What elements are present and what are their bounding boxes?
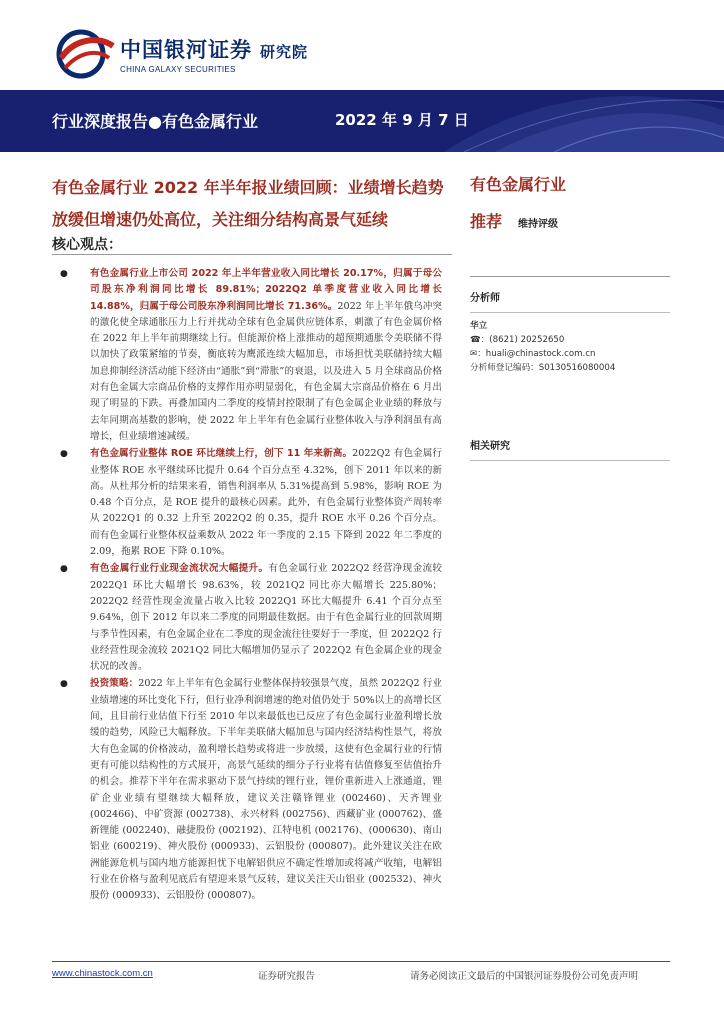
report-date: 2022 年 9 月 7 日 xyxy=(335,111,469,129)
sidebar xyxy=(470,172,670,375)
bullet-highlight: 有色金属行业上市公司 2022 年上半年营业收入同比增长 20.17%，归属于母公司股东净利润同比增长 89.81%；2022Q2 单季度营业收入同比增长 14.88%，归属于母公司股东净利润同比增长 71.36%。 xyxy=(90,268,442,312)
bullet-highlight: 投资策略： xyxy=(90,678,139,690)
analyst-cert: 分析师登记编码：S0130516080004 xyxy=(470,363,616,373)
analyst-heading: 分析师 xyxy=(470,293,500,304)
analyst-phone: ☎：(8621) 20252650 xyxy=(470,335,565,345)
logo-cn xyxy=(120,34,308,64)
analyst-email[interactable]: ✉：huali@chinastock.com.cn xyxy=(470,349,596,359)
list-item xyxy=(60,676,442,904)
rating-value: 推荐 xyxy=(470,212,503,231)
bullet-icon: ● xyxy=(60,449,68,460)
company-name-en: CHINA GALAXY SECURITIES xyxy=(120,65,236,74)
bullet-icon: ● xyxy=(60,564,68,575)
industry-name: 有色金属行业 xyxy=(470,175,567,194)
footer-report-type: 证券研究报告 xyxy=(258,971,316,982)
title-banner xyxy=(0,90,724,152)
footer-divider xyxy=(52,961,670,962)
bullet-highlight: 有色金属行业行业现金流状况大幅提升。 xyxy=(90,563,269,575)
bullet-text: 2022 年上半年俄乌冲突的激化使全球通胀压力上行并扰动全球有色金属供应链体系，刺激了有色金属价格在 2022 年上半年前期继续上行。但能源价格上涨推动的超预期通胀令美联储不得以加快了政策紧缩的节奏，衡底转为鹰派连续大幅加息，市场担忧美联储持续大幅加息抑制经济活动能下经济由“通胀”到“滞胀”的衰退，以及进入 5 月全球商品价格对有色金属大宗商品价格的支撑作用亦明显弱化，有色金属大宗商品价格在 6 月出现了明显的下跌。再叠加国内二季度的疫情封控限制了有色金属企业业绩的释放与去年同期高基数的影响，使 2022 年上半年有色金属行业整体收入与净利润虽有高增长，但业绩增速减缓。 xyxy=(90,300,442,442)
rating-note: 维持评级 xyxy=(518,219,559,230)
list-item xyxy=(60,561,442,675)
divider xyxy=(52,254,452,255)
bullet-text: 有色金属行业 2022Q2 经营净现金流较 2022Q1 环比大幅增长 98.63%，较 2021Q2 同比亦大幅增长 225.80%；2022Q2 经营性现金流量占收入比较 2022Q1 环比大幅提升 6.41 个百分点至 9.64%，创下 2012 年以来二季度的同期最佳数据。由于有色金属行业的回款周期与季节性因素，有色金属企业在二季度的现金流往往要好于一季度，但 2022Q2 行业经营性现金流较 2021Q2 同比大幅增加仍显示了 2022Q2 有色金属企业的现金状况的改善。 xyxy=(90,563,442,673)
rating xyxy=(470,209,670,232)
core-views-label: 核心观点： xyxy=(52,237,122,253)
bullet-highlight: 有色金属行业整体 ROE 环比继续上行，创下 11 年来新高。 xyxy=(90,448,353,460)
divider xyxy=(470,312,670,313)
report-type: 行业深度报告●有色金属行业 xyxy=(52,112,258,131)
list-item xyxy=(60,266,442,445)
galaxy-logo-icon xyxy=(55,28,115,80)
bullet-text: 2022 年上半年有色金属行业整体保持较强景气度，虽然 2022Q2 行业业绩增速的环比变化下行，但行业净利润增速的绝对值仍处于 50%以上的高增长区间，且目前行业估值下行至 2010 年以来最低也已反应了有色金属行业盈利增长放缓的趋势，风险已大幅释放。下半年美联储大幅加息与国内经济结构性景气，将放大有色金属的价格波动，盈利增长趋势或将进一步放缓，这使有色金属行业的行情更有可能以结构性的方式展开，高景气延续的细分子行业将有估值修复至估值抬升的机会。推荐下半年在需求驱动下景气持续的锂行业，锂价重新进入上涨通道，锂矿企业业绩有望继续大幅释放，建议关注赣锋锂业 (002460)、天齐锂业 (002466)、中矿资源 (002738)、永兴材料 (002756)、西藏矿业 (000762)、盛新锂能 (002240)、融捷股份 (002192)、江特电机 (002176)、(000630)、南山铝业 (600219)、神火股份 (000933)、云铝股份 (000807)。此外建议关注在欧洲能源危机与国内地方能源担忧下电解铝供应不确定性增加或将减产收缩，电解铝行业在价格与盈利见底后有望迎来景气反转，建议关注天山铝业 (002532)、神火股份 (000933)、云铝股份 (000807)。 xyxy=(90,678,442,902)
footer-url-link[interactable]: www.chinastock.com.cn xyxy=(52,968,153,979)
logo-text xyxy=(120,34,308,74)
list-item xyxy=(60,446,442,560)
research-institute: 研究院 xyxy=(260,43,309,61)
core-views-list xyxy=(60,266,442,905)
bullet-icon: ● xyxy=(60,269,68,279)
bullet-icon: ● xyxy=(60,679,68,690)
analyst-name: 华立 xyxy=(470,321,488,331)
analyst-info xyxy=(470,319,670,375)
related-research xyxy=(470,437,670,461)
related-heading: 相关研究 xyxy=(470,441,510,452)
bullet-text: 2022Q2 有色金属行业整体 ROE 水平继续环比提升 0.64 个百分点至 4.32%，创下 2011 年以来的新高。从杜邦分析的结果来看，销售利润率从 5.31%提高到 5.98%，影响 ROE 为 0.48 个百分点，是 ROE 提升的最核心因素。此外，有色金属行业整体资产周转率从 2022Q1 的 0.32 上升至 2022Q2 的 0.35，提升 ROE 水平 0.26 个百分点。而有色金属行业整体权益乘数从 2022 年一季度的 2.15 下降到 2022 年二季度的 2.09，拖累 ROE 下降 0.10%。 xyxy=(90,448,442,558)
company-name: 中国银河证券 xyxy=(120,38,252,62)
divider xyxy=(470,460,670,461)
footer-disclaimer: 请务必阅读正文最后的中国银河证券股份公司免责声明 xyxy=(410,971,639,982)
report-header xyxy=(0,0,724,90)
divider xyxy=(470,276,670,277)
report-title: 有色金属行业 2022 年半年报业绩回顾：业绩增长趋势放缓但增速仍处高位，关注细分结构高景气延续 xyxy=(52,178,444,229)
